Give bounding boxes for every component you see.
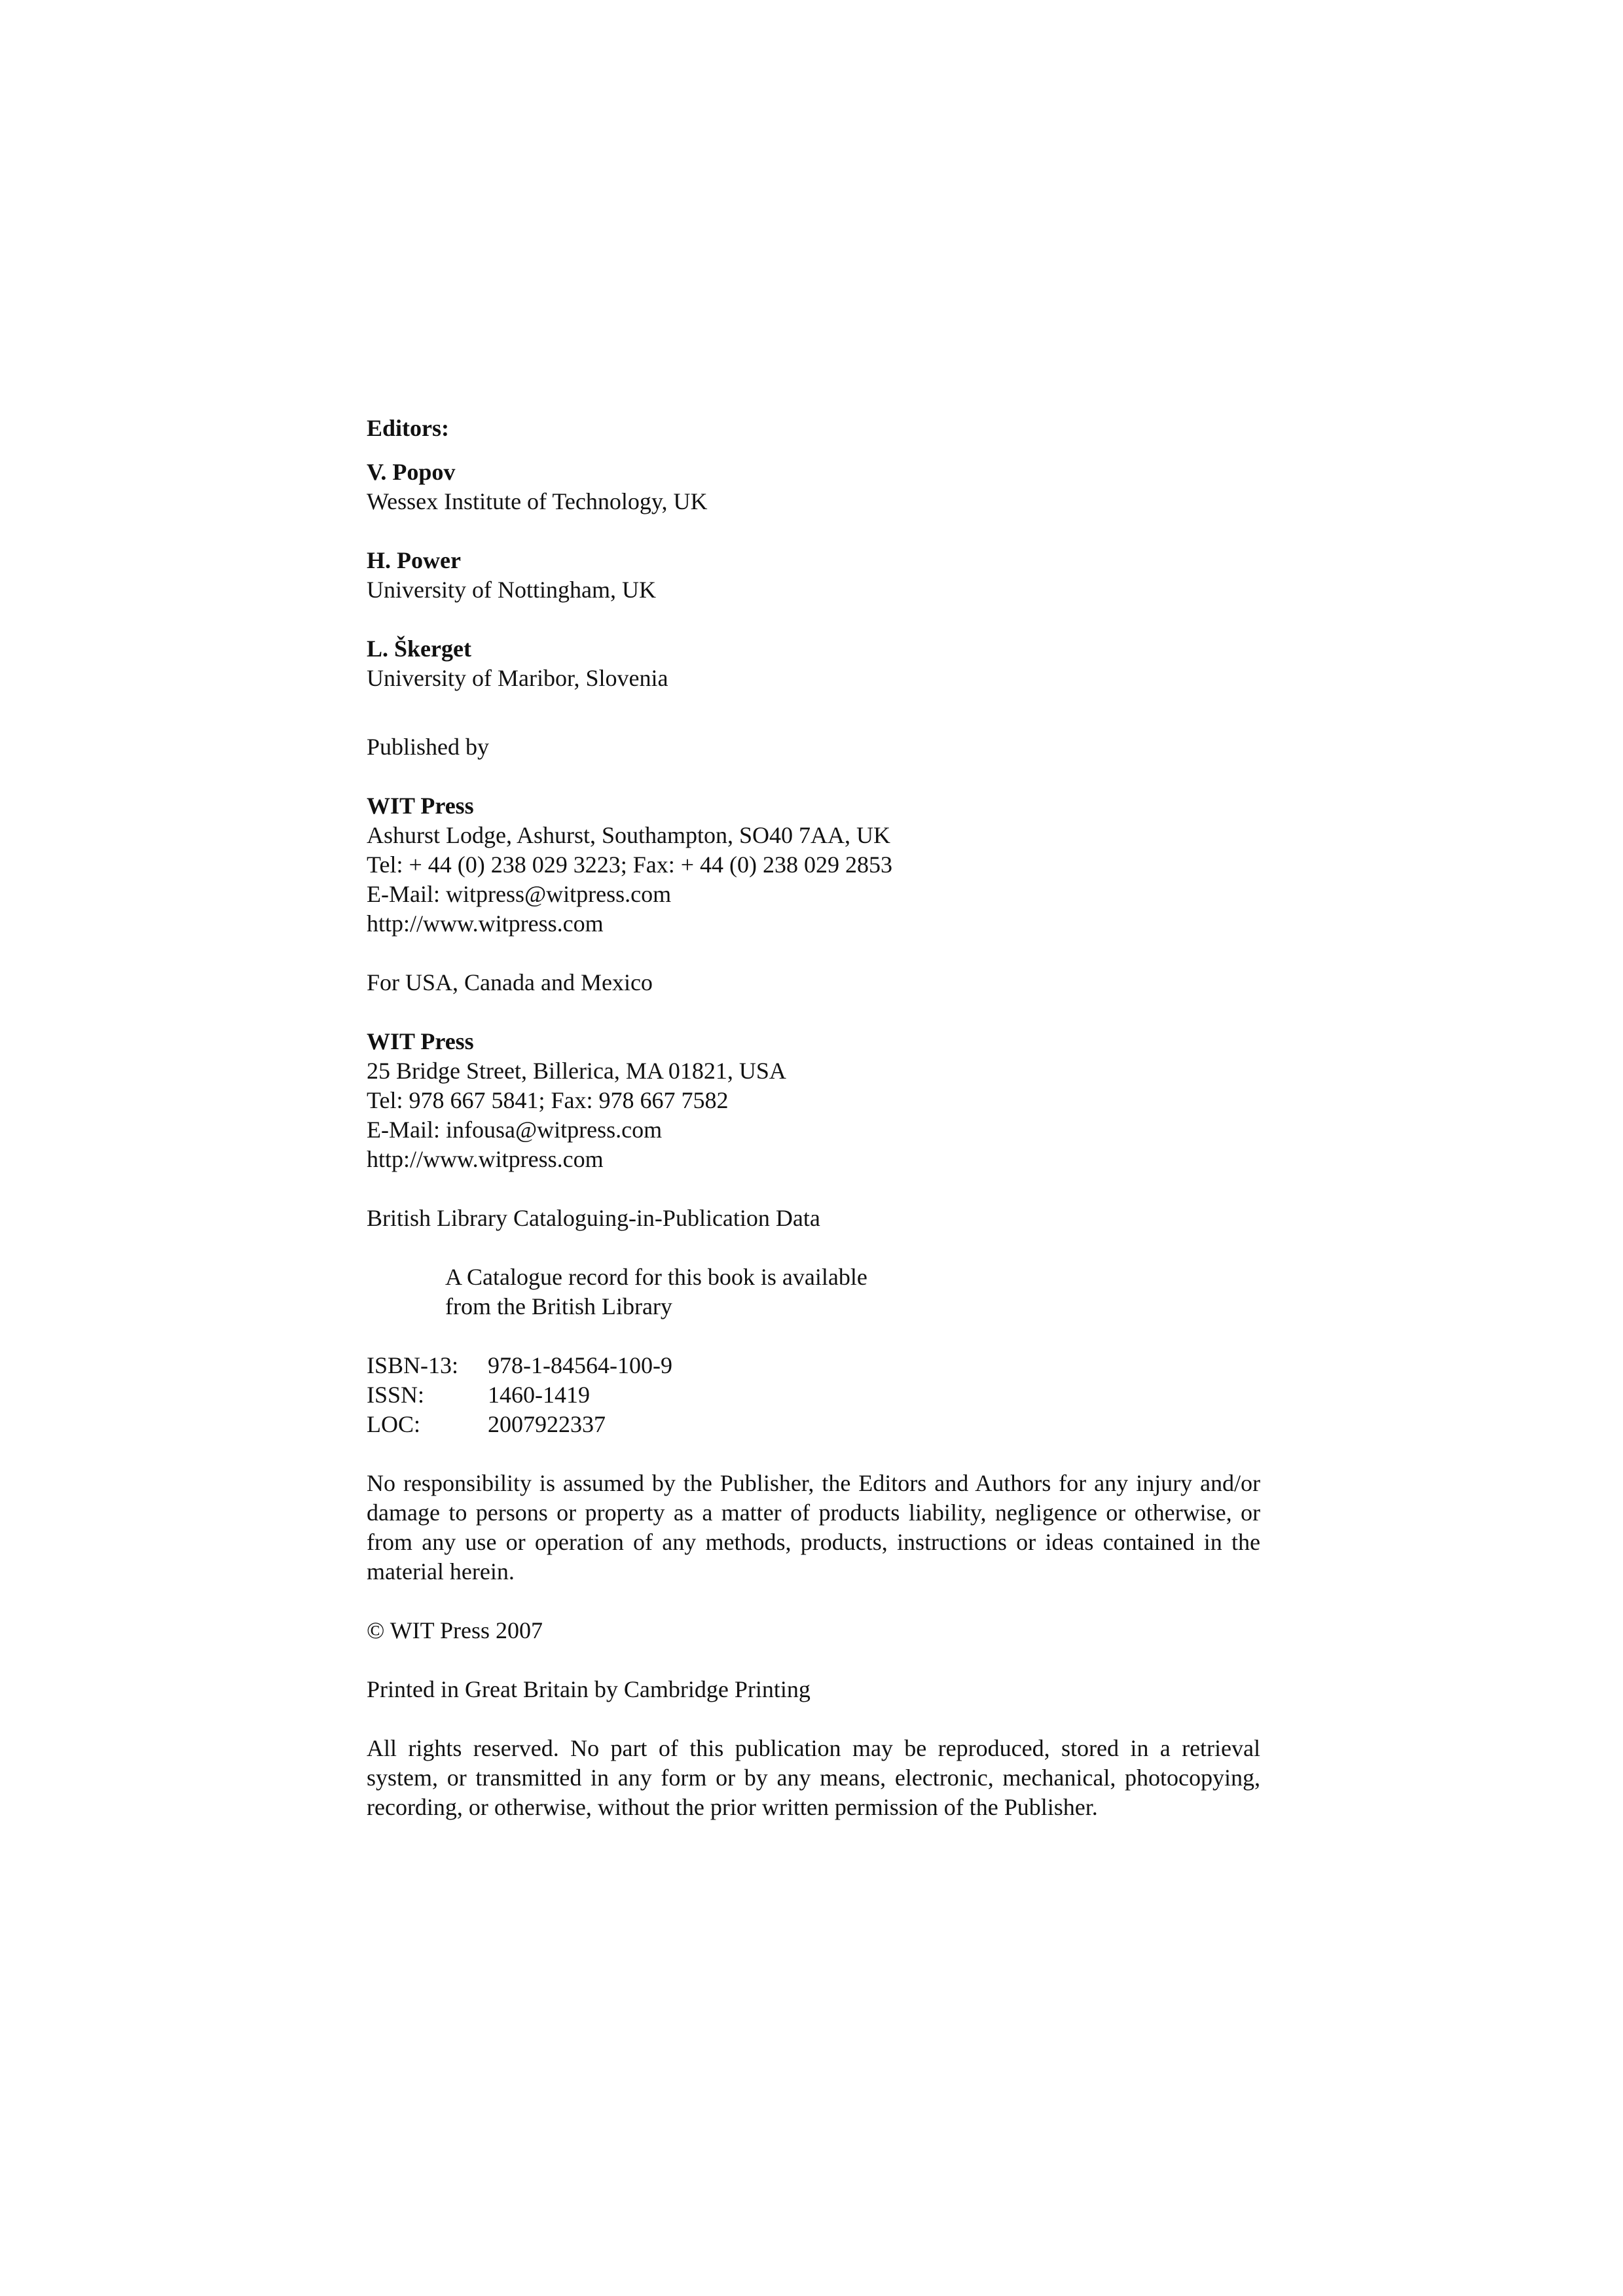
editor-entry — [367, 546, 1260, 605]
editor-affiliation: University of Maribor, Slovenia — [367, 665, 668, 691]
identifier-value: 1460-1419 — [488, 1382, 590, 1408]
cataloguing-line: A Catalogue record for this book is available — [445, 1264, 867, 1290]
publisher-usa — [367, 1027, 1260, 1174]
identifier-label: LOC: — [367, 1411, 421, 1437]
publisher-email: E-Mail: infousa@witpress.com — [367, 1117, 663, 1143]
cataloguing-heading: British Library Cataloguing-in-Publication Data — [367, 1205, 820, 1231]
rights-statement: All rights reserved. No part of this publication may be reproduced, stored in a retrieval system, or transmitted in any form or by any means, electronic, mechanical, photocopying, recording, or otherwise, without the prior written permission of the Publisher. — [367, 1735, 1260, 1820]
editor-entry — [367, 457, 1260, 516]
identifier-label: ISSN: — [367, 1382, 425, 1408]
editors-heading: Editors: — [367, 415, 449, 441]
page-content — [367, 414, 1260, 1822]
disclaimer: No responsibility is assumed by the Publisher, the Editors and Authors for any injury and/or damage to persons or property as a matter of products liability, negligence or otherwise, or from any use or operation of any methods, products, instructions or ideas contained in the material herein. — [367, 1470, 1260, 1585]
copyright-notice: © WIT Press 2007 — [367, 1617, 543, 1643]
publisher-name: WIT Press — [367, 793, 474, 819]
editor-name: L. Škerget — [367, 636, 471, 662]
publisher-address: Ashurst Lodge, Ashurst, Southampton, SO40 7AA, UK — [367, 822, 891, 848]
publisher-tel-fax: Tel: + 44 (0) 238 029 3223; Fax: + 44 (0) 238 029 2853 — [367, 852, 893, 878]
identifier-row — [367, 1380, 1260, 1410]
printer-note: Printed in Great Britain by Cambridge Printing — [367, 1676, 811, 1702]
cataloguing-line: from the British Library — [445, 1293, 672, 1319]
identifier-value: 2007922337 — [488, 1411, 606, 1437]
publisher-tel-fax: Tel: 978 667 5841; Fax: 978 667 7582 — [367, 1087, 729, 1113]
editor-name: V. Popov — [367, 459, 456, 485]
publisher-address: 25 Bridge Street, Billerica, MA 01821, USA — [367, 1058, 786, 1084]
publisher-website: http://www.witpress.com — [367, 910, 604, 937]
editor-affiliation: University of Nottingham, UK — [367, 577, 656, 603]
identifier-value: 978-1-84564-100-9 — [488, 1352, 672, 1378]
editor-entry — [367, 634, 1260, 693]
publisher-uk — [367, 791, 1260, 939]
editor-name: H. Power — [367, 547, 461, 573]
identifiers — [367, 1351, 1260, 1439]
identifier-row — [367, 1351, 1260, 1380]
editor-affiliation: Wessex Institute of Technology, UK — [367, 488, 708, 514]
usa-label: For USA, Canada and Mexico — [367, 969, 653, 996]
identifier-label: ISBN-13: — [367, 1352, 459, 1378]
publisher-name: WIT Press — [367, 1028, 474, 1054]
publisher-email: E-Mail: witpress@witpress.com — [367, 881, 672, 907]
published-by: Published by — [367, 734, 490, 760]
publisher-website: http://www.witpress.com — [367, 1146, 604, 1172]
identifier-row — [367, 1410, 1260, 1439]
